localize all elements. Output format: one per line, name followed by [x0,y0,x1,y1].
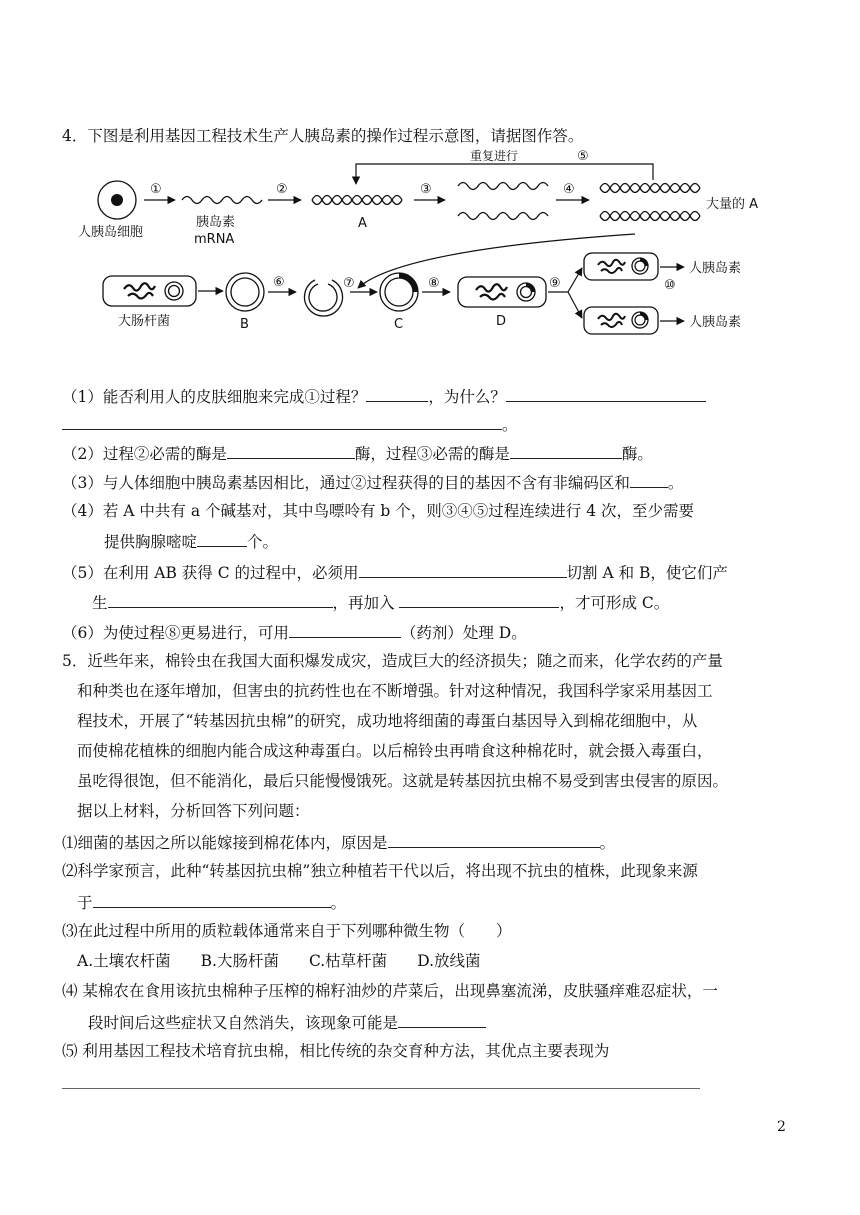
label-B: B [240,317,249,332]
answer-blank-q5-2[interactable] [93,890,331,908]
insulin-process-diagram [0,0,860,345]
single-strand-bottom-icon [458,213,548,220]
step-9-label: ⑨ [549,276,561,291]
ecoli-label: 大肠杆菌 [118,314,171,329]
dna-copies-icon [600,184,700,221]
answer-blank-6[interactable] [289,620,401,638]
q4-s2: （2）过程②必需的酶是 酶，过程③必需的酶是 酶。 [62,441,653,465]
q4-s1-line2: 。 [62,412,518,436]
insulin-label-top: 人胰岛素 [689,261,742,276]
answer-blank-q5-1[interactable] [388,830,600,848]
q5-para-line2: 和种类也在逐年增加，但害虫的抗药性也在不断增强。针对这种情况，我国科学家采用基因工 [77,682,713,700]
islet-cell-label: 人胰岛细胞 [78,225,144,240]
answer-line-q5-5[interactable] [62,1088,700,1089]
q4-s4-line2: 提供胸腺嘧啶 个。 [104,529,278,553]
label-D: D [496,314,507,329]
step-7-label: ⑦ [343,276,355,291]
answer-blank-1a[interactable] [366,384,428,402]
answer-blank-5c[interactable] [399,590,559,608]
engineered-bacterium-bottom-icon [584,307,658,334]
many-A-label: 大量的 A [706,197,759,212]
q5-para-line4: 而使棉花植株的细胞内能合成这种毒蛋白。以后棉铃虫再啃食这种棉花时，就会摄入毒蛋白， [77,742,713,760]
repeat-label: 重复进行 [470,149,519,163]
answer-blank-1b[interactable] [506,384,706,402]
answer-blank-5a[interactable] [359,560,567,578]
step-1-label: ① [150,182,162,197]
step-6-label: ⑥ [273,275,285,290]
step-3-label: ③ [420,182,432,197]
q4-intro: 4．下图是利用基因工程技术生产人胰岛素的操作过程示意图，请据图作答。 [62,127,584,145]
option-c[interactable]: C.枯草杆菌 [308,952,388,970]
answer-blank-2b[interactable] [510,441,622,459]
q5-para-line3: 程技术，开展了“转基因抗虫棉”的研究，成功地将细菌的毒蛋白基因导入到棉花细胞中，从 [77,712,698,730]
q5-p1: ⑴细菌的基因之所以能嫁接到棉花体内，原因是 。 [62,830,615,854]
page-number: 2 [777,1119,786,1135]
cut-plasmid-icon [305,280,343,316]
q5-p3: ⑶在此过程中所用的质粒载体通常来自于下列哪种微生物（ ） [62,922,512,940]
engineered-bacterium-d-icon [458,277,546,307]
answer-blank-4[interactable] [197,529,247,547]
mrna-strand-icon [182,197,262,204]
step-5-label: ⑤ [577,149,589,164]
q4-s3: （3）与人体细胞中胰岛素基因相比，通过②过程获得的目的基因不含有非编码区和 。 [62,470,683,494]
answer-blank-3[interactable] [630,470,668,488]
label-A: A [358,216,367,231]
q4-s1-line1: （1）能否利用人的皮肤细胞来完成①过程？ ，为什么？ [62,384,706,408]
answer-blank-1c[interactable] [62,412,502,430]
step-2-label: ② [276,182,288,197]
q5-p2-line2: 于 。 [77,890,346,914]
label-C: C [394,317,404,332]
mrna-label-2: mRNA [194,232,235,247]
single-strand-top-icon [458,183,548,190]
q5-options [77,950,511,972]
answer-blank-2a[interactable] [227,441,355,459]
answer-blank-q5-4[interactable] [398,1010,486,1028]
recombinant-plasmid-c-icon [380,273,418,311]
engineered-bacterium-top-icon [584,253,658,280]
q5-para-line1: 5．近些年来，棉铃虫在我国大面积爆发成灾，造成巨大的经济损失；随之而来，化学农药的产量 [62,652,723,670]
dna-a-icon [312,196,402,205]
option-d[interactable]: D.放线菌 [417,952,481,970]
q4-s5-line1: （5）在利用 AB 获得 C 的过程中，必须用 切割 A 和 B，使它们产 [62,560,728,584]
q5-para-line5: 虽吃得很饱，但不能消化，最后只能慢慢饿死。这就是转基因抗虫棉不易受到害虫侵害的原因。 [77,772,729,790]
insulin-label-bottom: 人胰岛素 [689,315,742,330]
plasmid-b-icon [226,273,264,311]
q5-p2-line1: ⑵科学家预言，此种“转基因抗虫棉”独立种植若干代以后，将出现不抗虫的植株，此现象来源 [62,862,698,880]
q4-s5-line2: 生 ，再加入 ，才可形成 C。 [92,590,669,614]
ecoli-icon [103,276,196,306]
q5-p4-line1: ⑷ 某棉农在食用该抗虫棉种子压榨的棉籽油炒的芹菜后，出现鼻塞流涕，皮肤骚痒难忍症状，一 [62,982,718,1000]
option-b[interactable]: B.大肠杆菌 [200,952,279,970]
q4-s4-line1: （4）若 A 中共有 a 个碱基对，其中鸟嘌呤有 b 个，则③④⑤过程连续进行 4 次，至少需要 [62,502,694,520]
step-10-label: ⑩ [664,278,676,293]
step-8-label: ⑧ [428,276,440,291]
q4-s6: （6）为使过程⑧更易进行，可用 （药剂）处理 D。 [62,620,527,644]
q5-p4-line2: 段时间后这些症状又自然消失，该现象可能是 [88,1010,486,1034]
option-a[interactable]: A.土壤农杆菌 [77,952,171,970]
mrna-label-1: 胰岛素 [196,215,236,230]
answer-blank-5b[interactable] [108,590,333,608]
q5-p5: ⑸ 利用基因工程技术培育抗虫棉，相比传统的杂交育种方法，其优点主要表现为 [62,1042,610,1060]
q5-para-line6: 据以上材料，分析回答下列问题： [77,802,310,820]
repeat-loop-arrow [356,164,653,184]
step-4-label: ④ [563,182,575,197]
